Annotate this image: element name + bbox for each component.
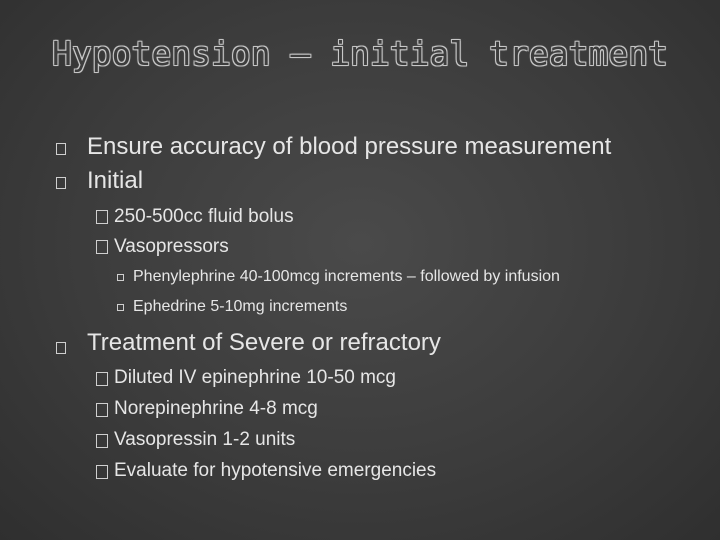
bullet-fluid-bolus: 250-500cc fluid bolus [114, 206, 294, 227]
bullet-box-icon [96, 372, 108, 386]
bullet-ephedrine: Ephedrine 5-10mg increments [133, 298, 348, 315]
bullet-box-icon [96, 434, 108, 448]
bullet-box-icon [56, 177, 66, 189]
bullet-box-icon [56, 342, 66, 354]
bullet-vasopressors: Vasopressors [114, 236, 229, 257]
bullet-box-icon [96, 210, 108, 224]
bullet-epinephrine: Diluted IV epinephrine 10-50 mcg [114, 367, 397, 388]
bullet-box-icon [96, 465, 108, 479]
bullet-evaluate-emergencies: Evaluate for hypotensive emergencies [114, 460, 437, 481]
bullet-phenylephrine: Phenylephrine 40-100mcg increments – followed by infusion [133, 268, 560, 285]
bullet-box-icon [96, 403, 108, 417]
slide-title: Hypotension – initial treatment [52, 34, 668, 73]
bullet-box-icon [96, 240, 108, 254]
bullet-square-icon [117, 304, 124, 311]
bullet-ensure-accuracy: Ensure accuracy of blood pressure measurement [87, 133, 612, 160]
bullet-square-icon [117, 274, 124, 281]
bullet-initial: Initial [87, 167, 144, 194]
bullet-vasopressin: Vasopressin 1-2 units [114, 429, 296, 450]
bullet-norepinephrine: Norepinephrine 4-8 mcg [114, 398, 318, 419]
bullet-box-icon [56, 143, 66, 155]
bullet-treatment-severe: Treatment of Severe or refractory [87, 329, 441, 356]
